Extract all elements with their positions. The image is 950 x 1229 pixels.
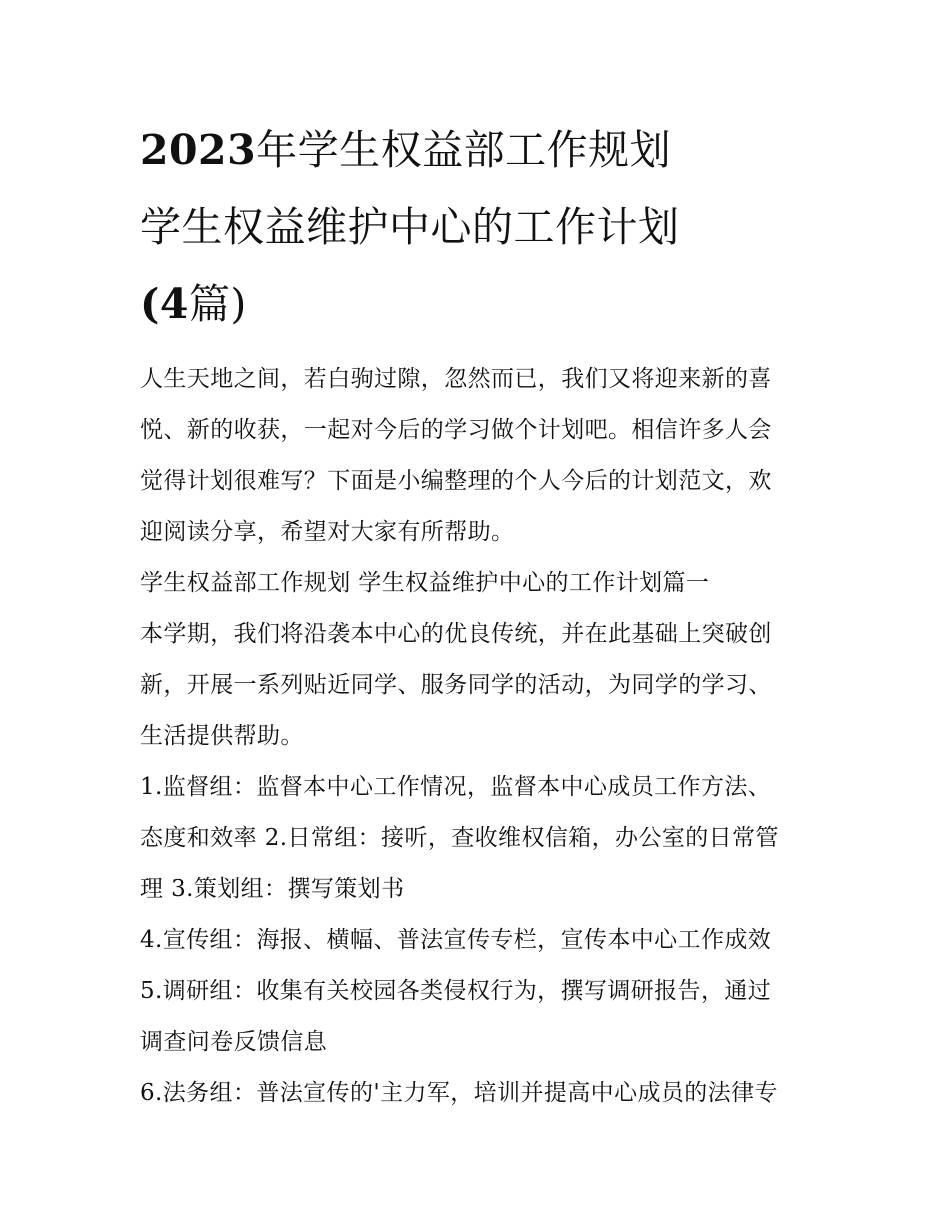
title-text: 篇) [188, 280, 247, 328]
text-line: 本学期，我们将沿袭本中心的优良传统，并在此基础上突破创 [140, 621, 772, 647]
text-line: 人生天地之间，若白驹过隙，忽然而已，我们又将迎来新的喜 [140, 366, 772, 392]
document-content [140, 112, 812, 1119]
list-item-research: 5.调研组：收集有关校园各类侵权行为，撰写调研报告，通过 [140, 978, 772, 1004]
section-heading: 学生权益部工作规划 学生权益维护中心的工作计划篇一 [140, 570, 710, 596]
text-line: 迎阅读分享，希望对大家有所帮助。 [140, 519, 515, 545]
list-item-planning: 理 3.策划组：撰写策划书 [140, 876, 405, 902]
document-title [140, 112, 812, 343]
list-item-legal: 6.法务组：普法宣传的'主力军，培训并提高中心成员的法律专 [140, 1080, 778, 1106]
title-text: 年学生权益部工作规划 [256, 126, 672, 174]
title-text: 学生权益维护中心的工作计划 [140, 203, 680, 251]
title-year: 2023 [140, 126, 257, 174]
intro-paragraph [140, 354, 812, 558]
text-line: 生活提供帮助。 [140, 723, 304, 749]
list-item-supervision: 1.监督组：监督本中心工作情况，监督本中心成员工作方法、 [140, 774, 772, 800]
title-line [140, 112, 812, 189]
title-line [140, 266, 812, 343]
text-line: 觉得计划很难写？下面是小编整理的个人今后的计划范文，欢 [140, 468, 772, 494]
text-line: 新，开展一系列贴近同学、服务同学的活动，为同学的学习、 [140, 672, 772, 698]
list-item-publicity: 4.宣传组：海报、横幅、普法宣传专栏，宣传本中心工作成效 [140, 927, 772, 953]
title-count: (4 [140, 280, 189, 328]
title-line [140, 189, 812, 266]
text-line: 调查问卷反馈信息 [140, 1029, 328, 1055]
list-item-daily: 态度和效率 2.日常组：接听，查收维权信箱，办公室的日常管 [140, 825, 779, 851]
text-line: 悦、新的收获，一起对今后的学习做个计划吧。相信许多人会 [140, 417, 772, 443]
body-paragraph [140, 609, 812, 1119]
